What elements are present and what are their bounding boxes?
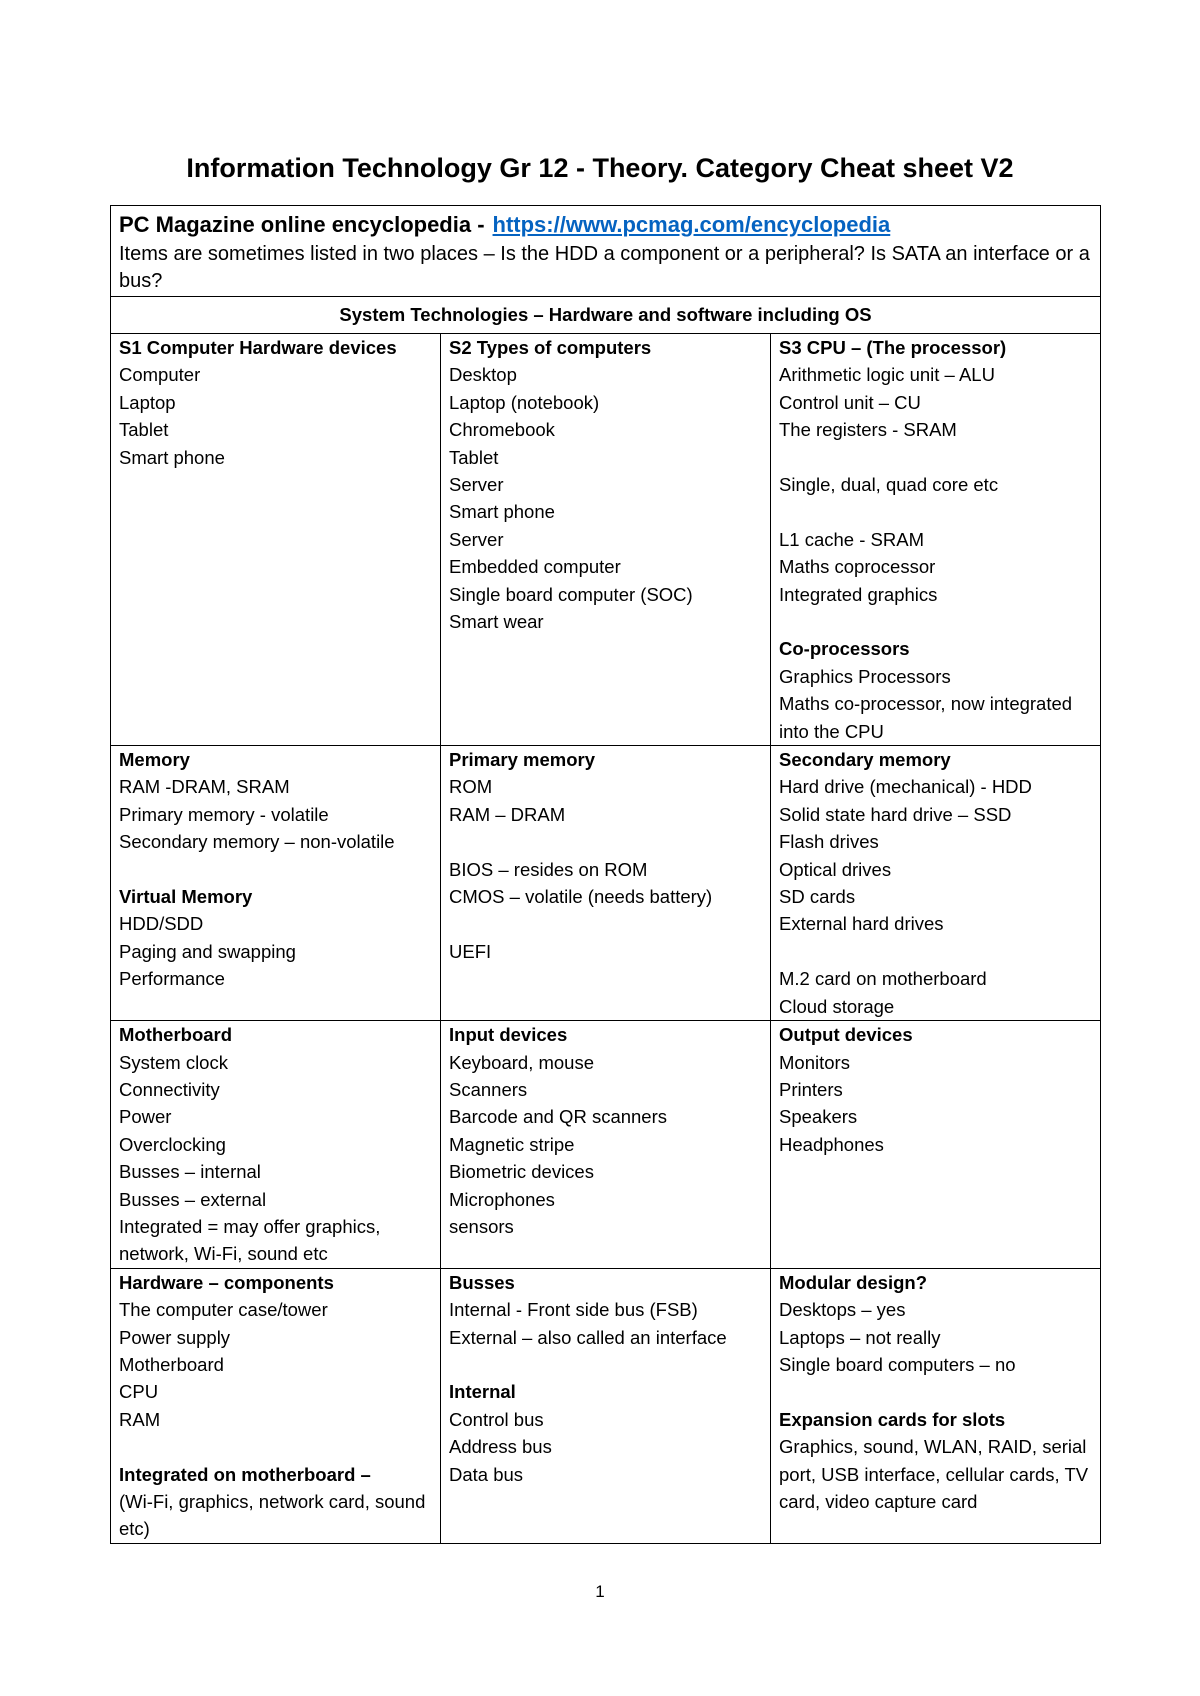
spacer [779,444,1092,471]
category-item: Single board computer (SOC) [449,583,693,605]
cell-motherboard [111,1021,441,1269]
category-item: Connectivity [119,1078,220,1100]
cell-types-of-computers [441,334,771,746]
category-item: Single board computers – no [779,1353,1016,1375]
category-heading: Secondary memory [779,749,951,771]
intro-note: Items are sometimes listed in two places – Is the HDD a component or a peripheral? Is SATA an interface or a bus? [119,243,1090,292]
category-item: Control bus [449,1408,544,1430]
category-item: Smart phone [119,446,225,468]
cell-modular-design [771,1268,1101,1543]
spacer [779,938,1092,965]
spacer [449,1351,762,1378]
category-item: Graphics, sound, WLAN, RAID, serial port, USB interface, cellular cards, TV card, video capture card [779,1436,1089,1512]
intro-row [111,206,1101,297]
cell-computer-hardware-devices [111,334,441,746]
category-item: External – also called an interface [449,1326,727,1348]
category-item: Server [449,474,504,496]
category-item: Keyboard, mouse [449,1051,595,1073]
spacer [779,608,1092,635]
category-heading: Busses [449,1271,515,1293]
category-item: CMOS – volatile (needs battery) [449,886,713,908]
category-item: Laptops – not really [779,1326,941,1348]
category-item: Hard drive (mechanical) - HDD [779,776,1032,798]
category-item: Paging and swapping [119,940,296,962]
category-item: Motherboard [119,1353,224,1375]
category-item: Integrated graphics [779,583,938,605]
cell-memory [111,746,441,1021]
cell-hardware-components [111,1268,441,1543]
category-heading: Hardware – components [119,1271,334,1293]
category-item: Microphones [449,1188,555,1210]
category-item: Arithmetic logic unit – ALU [779,364,995,386]
page-number: 1 [595,1582,605,1601]
category-item: Power supply [119,1326,231,1348]
category-item: Busses – external [119,1188,267,1210]
category-item: Desktops – yes [779,1299,906,1321]
category-heading: Virtual Memory [119,886,253,908]
page-title: Information Technology Gr 12 - Theory. Category Cheat sheet V2 [186,153,1014,183]
category-item: Data bus [449,1463,524,1485]
category-item: Secondary memory – non-volatile [119,831,395,853]
cheat-sheet-table [110,205,1101,1544]
category-item: Address bus [449,1436,552,1458]
category-item: Optical drives [779,858,892,880]
category-item: Magnetic stripe [449,1133,575,1155]
category-item: Cloud storage [779,995,895,1017]
category-item: Solid state hard drive – SSD [779,803,1012,825]
section-heading: System Technologies – Hardware and software including OS [111,297,1101,334]
category-item: SD cards [779,886,856,908]
cell-busses [441,1268,771,1543]
category-item: sensors [449,1215,514,1237]
category-heading: Output devices [779,1024,913,1046]
cell-secondary-memory [771,746,1101,1021]
category-item: The registers - SRAM [779,419,957,441]
category-item: Scanners [449,1078,528,1100]
spacer [779,1378,1092,1405]
spacer [449,910,762,937]
spacer [449,828,762,855]
category-item: External hard drives [779,913,944,935]
category-item: Laptop (notebook) [449,391,600,413]
category-item: UEFI [449,940,492,962]
category-item: Smart wear [449,611,544,633]
category-row [111,1268,1101,1543]
category-item: Biometric devices [449,1161,594,1183]
category-heading: Expansion cards for slots [779,1408,1006,1430]
category-item: L1 cache - SRAM [779,528,924,550]
category-heading: S3 CPU – (The processor) [779,337,1007,358]
category-heading: Integrated on motherboard – [119,1463,371,1485]
category-item: Performance [119,968,225,990]
category-item: Monitors [779,1051,850,1073]
category-item: Maths coprocessor [779,556,936,578]
category-item: RAM – DRAM [449,803,566,825]
category-item: Barcode and QR scanners [449,1106,668,1128]
encyclopedia-link[interactable]: https://www.pcmag.com/encyclopedia [492,212,891,237]
spacer [779,498,1092,525]
category-item: The computer case/tower [119,1299,328,1321]
intro-cell [111,206,1101,297]
category-row [111,334,1101,746]
category-item: ROM [449,776,493,798]
category-item: RAM [119,1408,161,1430]
category-heading: Memory [119,749,190,771]
category-heading: S1 Computer Hardware devices [119,337,397,358]
category-heading: S2 Types of computers [449,337,652,358]
category-item: CPU [119,1381,159,1403]
cell-cpu-the-processor [771,334,1101,746]
category-item: Smart phone [449,501,555,523]
category-item: Tablet [449,446,499,468]
category-item: Integrated = may offer graphics, network, Wi-Fi, sound etc [119,1215,381,1265]
section-heading-row [111,297,1101,334]
category-item: Speakers [779,1106,858,1128]
category-item: Chromebook [449,419,555,441]
category-item: Desktop [449,364,517,386]
category-item: Flash drives [779,831,879,853]
intro-heading: PC Magazine online encyclopedia - [119,212,485,237]
category-item: Graphics Processors [779,665,951,687]
cell-primary-memory [441,746,771,1021]
intro-heading-line [119,209,1092,241]
category-row [111,1021,1101,1269]
category-item: Control unit – CU [779,391,921,413]
category-item: System clock [119,1051,228,1073]
category-heading: Motherboard [119,1024,233,1046]
category-item: Maths co-processor, now integrated into the CPU [779,693,1073,742]
category-item: (Wi-Fi, graphics, network card, sound etc) [119,1490,426,1540]
category-item: BIOS – resides on ROM [449,858,648,880]
category-item: Computer [119,364,201,386]
category-item: Server [449,528,504,550]
category-item: HDD/SDD [119,913,204,935]
spacer [119,1433,432,1460]
category-heading: Internal [449,1381,516,1403]
category-heading: Input devices [449,1024,568,1046]
category-heading: Co-processors [779,638,910,660]
category-item: Tablet [119,419,169,441]
category-item: Printers [779,1078,843,1100]
category-item: Headphones [779,1133,884,1155]
spacer [119,856,432,883]
category-item: Power [119,1106,172,1128]
category-row [111,746,1101,1021]
category-item: Overclocking [119,1133,226,1155]
category-item: Primary memory - volatile [119,803,329,825]
category-item: Laptop [119,391,176,413]
category-item: M.2 card on motherboard [779,968,987,990]
category-item: Embedded computer [449,556,621,578]
category-heading: Primary memory [449,749,596,771]
category-item: Single, dual, quad core etc [779,474,999,496]
category-item: Busses – internal [119,1161,261,1183]
cell-output-devices [771,1021,1101,1269]
cell-input-devices [441,1021,771,1269]
category-item: RAM -DRAM, SRAM [119,776,290,798]
category-item: Internal - Front side bus (FSB) [449,1299,698,1321]
category-heading: Modular design? [779,1271,927,1293]
category-rows [111,334,1101,1544]
